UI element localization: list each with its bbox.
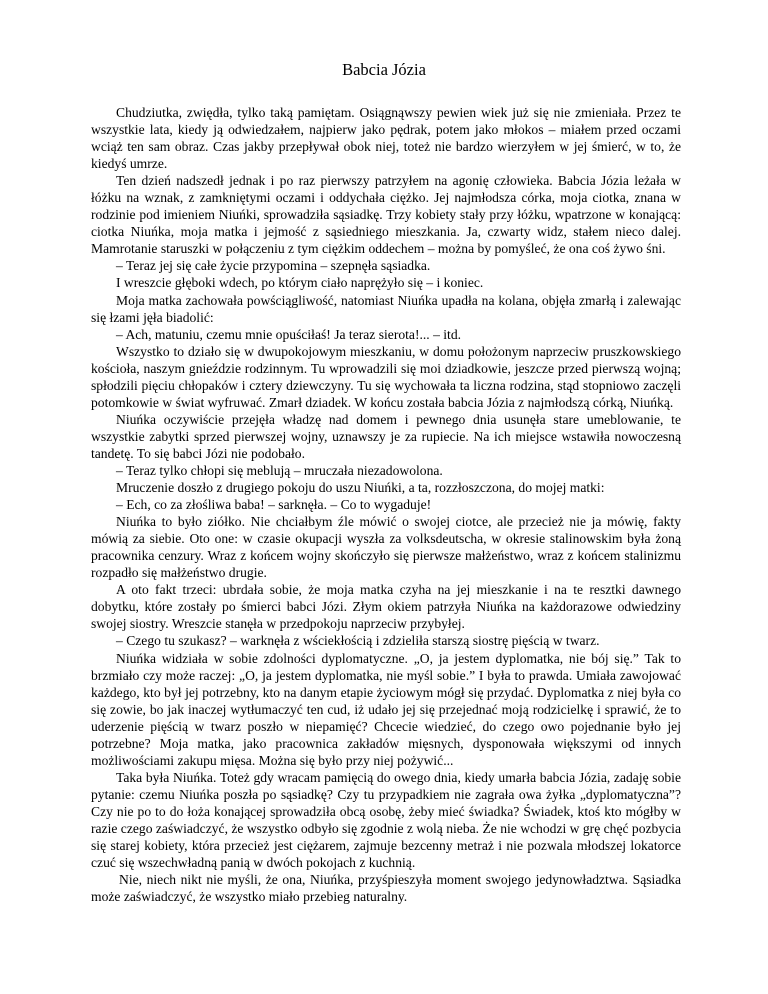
- paragraph: Mruczenie doszło z drugiego pokoju do uszu Niuńki, a ta, rozzłoszczona, do mojej matki:: [116, 480, 605, 496]
- paragraph: Niuńka oczywiście przejęła władzę nad domem i pewnego dnia usunęła stare umeblowanie, te wszystkie zabytki sprzed pierwszej wojny, uznawszy je za rupiecie. Na ich miejsce wstawiła nowoczesną tandetę. To się babci Józi nie podobało.: [91, 411, 681, 461]
- paragraph: Wszystko to działo się w dwupokojowym mieszkaniu, w domu położonym naprzeciw pruszkowskiego kościoła, naszym gnieździe rodzinnym. Tu wprowadzili się moi dziadkowie, jeszcze przed pierwszą wojną; spłodzili pięciu chłopaków i cztery dziewczyny. Tu się wychowała ta liczna rodzina, stąd stopniowo zaczęli potomkowie w świat wyfruwać. Zmarł dziadek. W końcu została babcia Józia z najmłodszą córką, Niuńką.: [91, 343, 681, 410]
- paragraph: – Teraz jej się całe życie przypomina – szepnęła sąsiadka.: [116, 258, 431, 274]
- paragraph: Chudziutka, zwiędła, tylko taką pamiętam. Osiągnąwszy pewien wiek już się nie zmieniała. Przez te wszystkie lata, kiedy ją odwiedzałem, najpierw jako pędrak, potem jako młokos – miałem przed oczami wciąż ten sam obraz. Czas jakby przepływał obok niej, toteż nie bardzo wierzyłem w jej śmierć, w to, że kiedyś umrze.: [91, 105, 681, 172]
- paragraph: Moja matka zachowała powściągliwość, natomiast Niuńka upadła na kolana, objęła zmarłą i zalewając się łzami jęła biadolić:: [91, 292, 681, 325]
- paragraph: Nie, niech nikt nie myśli, że ona, Niuńka, przyśpieszyła moment swojego jedynowładztwa. Sąsiadka może zaświadczyć, że wszystko miało przebieg naturalny.: [91, 872, 681, 905]
- page-title: Babcia Józia: [342, 60, 426, 79]
- paragraph: – Ach, matuniu, czemu mnie opuściłaś! Ja teraz sierota!... – itd.: [116, 326, 462, 342]
- paragraph: – Czego tu szukasz? – warknęła z wściekłością i zdzieliła starszą siostrę pięścią w twarz.: [116, 633, 600, 649]
- paragraph: I wreszcie głęboki wdech, po którym ciało naprężyło się – i koniec.: [116, 275, 484, 291]
- paragraph: – Teraz tylko chłopi się meblują – mruczała niezadowolona.: [116, 462, 443, 478]
- paragraph: A oto fakt trzeci: ubrdała sobie, że moja matka czyha na jej mieszkanie i na te resztki dawnego dobytku, które zostały po śmierci babci Józi. Złym okiem patrzyła Niuńka na każdorazowe odwiedziny swojej siostry. Wreszcie stanęła w przedpokoju naprzeciw przybyłej.: [91, 582, 681, 632]
- body-text: [91, 104, 681, 905]
- paragraph: Niuńka widziała w sobie zdolności dyplomatyczne. „O, ja jestem dyplomatka, nie bój się.” Tak to brzmiało czy może raczej: „O, ja jestem dyplomatka, nie myśl sobie.” I była to prawda. Umiała zawojować każdego, kto był jej potrzebny, kto na danym etapie życiowym mógł się przydać. Dyplomatka z niej była co się zowie, bo jak inaczej wytłumaczyć ten cud, iż udało jej się przejednać moją rodzicielkę i sprawić, że to uderzenie pięścią w twarz poszło w niepamięć? Chcecie wiedzieć, do czego owo pojednanie było jej potrzebne? Moja matka, jako pracownica zakładów mięsnych, dysponowała większymi od innych możliwościami zakupu mięsa. Można się było przy niej pożywić...: [91, 650, 681, 768]
- paragraph: Ten dzień nadszedł jednak i po raz pierwszy patrzyłem na agonię człowieka. Babcia Józia leżała w łóżku na wznak, z zamkniętymi oczami i oddychała ciężko. Jej najmłodsza córka, moja ciotka, znana w rodzinie pod imieniem Niuńki, sprowadziła sąsiadkę. Trzy kobiety stały przy łóżku, wpatrzone w konającą: ciotka Niuńka, moja matka i jejmość z sąsiedniego mieszkania. Ja, czwarty widz, stałem nieco dalej. Mamrotanie staruszki w połączeniu z tym ciężkim oddechem – można by pomyśleć, że ona coś żywo śni.: [91, 173, 681, 257]
- paragraph: Niuńka to było ziółko. Nie chciałbym źle mówić o swojej ciotce, ale przecież nie ja mówię, fakty mówią za siebie. Oto one: w czasie okupacji wyszła za volksdeutscha, w okresie stalinowskim była żoną pracownika cenzury. Wraz z końcem wojny skończyło się pierwsze małżeństwo, wraz z końcem stalinizmu rozpadło się małżeństwo drugie.: [91, 514, 681, 581]
- paragraph: – Ech, co za złośliwa baba! – sarknęła. – Co to wygaduje!: [116, 497, 432, 513]
- paragraph: Taka była Niuńka. Toteż gdy wracam pamięcią do owego dnia, kiedy umarła babcia Józia, zadaję sobie pytanie: czemu Niuńka poszła po sąsiadkę? Czy tu przypadkiem nie zagrała owa żyłka „dyplomatyczna”? Czy nie po to do łoża konającej sprowadziła obcą osobę, żeby mieć świadka? Świadek, ktoś kto mógłby w razie czego zaświadczyć, że wszystko odbyło się zgodnie z wolą nieba. Że nie wchodzi w grę chęć pozbycia się starej kobiety, która przecież jest ciężarem, zajmuje bezcenny metraż i nie pozwala młodszej lokatorce czuć się wszechwładną panią w dwóch pokojach z kuchnią.: [91, 769, 681, 871]
